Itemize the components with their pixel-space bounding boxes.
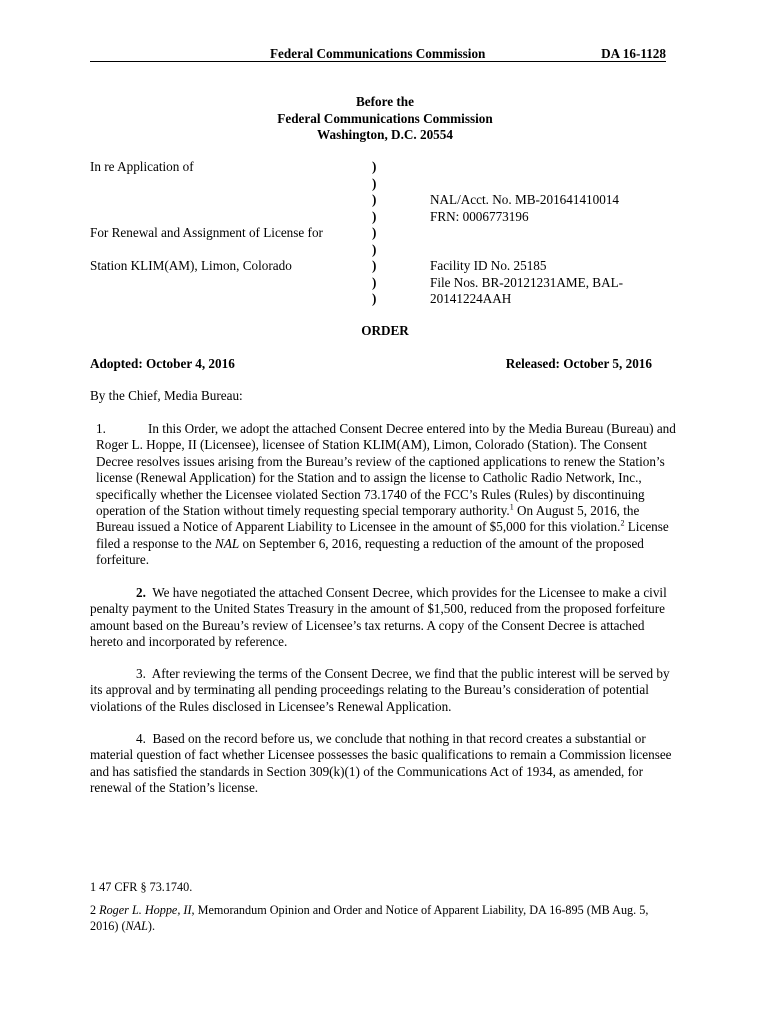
caption-facility: Facility ID No. 25185 [430,258,547,273]
header-agency: Federal Communications Commission [270,46,486,61]
caption-parens [372,159,376,308]
caption-station: Station KLIM(AM), Limon, Colorado [90,258,292,273]
paren: ) [372,159,377,174]
paren: ) [372,208,377,224]
paren: ) [372,274,377,290]
title-line-2: Federal Communications Commission [277,110,493,126]
paren: ) [372,241,377,257]
caption-nal-block [430,192,619,225]
paragraph-1 [96,421,678,569]
paragraph-1-number: 1. [96,421,106,436]
paragraph-4-text: Based on the record before us, we conclude that nothing in that record creates a substantial or material question of fact whether Licensee possesses the basic qualifications to remain a Commission licensee and has satisfied the standards in Section 309(k)(1) of the Communications Act of 1934, as amended, for renewal of the Station’s license. [90,731,672,796]
footnote-2-text: , Memorandum Opinion and Order and Notice of Apparent Liability, DA 16-895 (MB Aug. 5, 2016) ( [90,903,649,933]
paragraph-1-text-b: On August 5, 2016, the Bureau issued a Notice of Apparent Liability to Licensee in the amount of $5,000 for this violation. [96,503,640,535]
paren: ) [372,225,377,240]
paragraph-4-number: 4. [136,731,146,746]
caption-facility-block [430,258,623,308]
header-doc-number: DA 16-1128 [601,46,666,61]
paragraph-2-number: 2. [136,585,146,600]
paragraph-1-text-a: In this Order, we adopt the attached Consent Decree entered into by the Media Bureau (Bureau) and Roger L. Hoppe, II (Licensee), licensee of Station KLIM(AM), Limon, Colorado (Station). The Consent Decree resolves issues arising from the Bureau’s review of the captioned applications to renew the Station’s license (Renewal Application) for the Station and to assign the license to Catholic Radio Network, Inc., specifically whether the Licensee violated Section 73.1740 of the FCC’s Rules (Rules) by discontinuing operation of the Station without timely requesting special temporary authority. [96,421,676,519]
footnote-2 [90,902,678,934]
adopted-date: Adopted: October 4, 2016 [90,356,235,371]
paren: ) [372,291,377,306]
paragraph-3-number: 3. [136,666,146,681]
caption-nal: NAL/Acct. No. MB-201641410014 [430,192,620,207]
paragraph-2 [90,585,678,651]
salutation: By the Chief, Media Bureau: [90,388,243,403]
footnote-ref-2: 2 [620,519,625,529]
title-block [90,94,680,144]
paragraph-1-text-c: License filed a response to the [96,519,669,551]
footnote-ref-1: 1 [509,502,514,512]
footnote-2-end: ). [147,919,156,933]
paragraph-2-text: We have negotiated the attached Consent Decree, which provides for the Licensee to make a civil penalty payment to the United States Treasury in the amount of $1,500, reduced from the proposed forfeiture amount based on the Bureau’s review of Licensee’s tax returns. A copy of the Consent Decree is attached hereto and incorporated by reference. [90,585,667,650]
paren: ) [372,258,377,273]
paren: ) [372,192,377,207]
caption-file-nos-1: File Nos. BR-20121231AME, BAL- [430,274,624,290]
caption-file-nos-2: 20141224AAH [430,291,512,306]
caption-frn: FRN: 0006773196 [430,208,529,224]
paragraph-1-text-d: on September 6, 2016, requesting a reduction of the amount of the proposed forfeiture. [96,535,644,568]
page-header [90,46,666,64]
paragraph-4 [90,731,678,797]
paragraph-3-text: After reviewing the terms of the Consent Decree, we find that the public interest will be served by its approval and by terminating all pending proceedings relating to the Bureau’s consideration of potential violations of the Rules disclosed in Licensee’s Renewal Application. [90,666,670,714]
paragraph-3 [90,666,678,715]
caption-in-re: In re Application of [90,159,194,174]
paragraph-1-nal: NAL [215,535,240,551]
title-line-3: Washington, D.C. 20554 [317,127,453,142]
title-line-1: Before the [356,94,414,109]
released-date: Released: October 5, 2016 [505,356,652,371]
order-title: ORDER [361,323,409,338]
footnote-2-number: 2 [90,903,100,917]
footnote-2-case: Roger L. Hoppe, II [99,903,192,917]
footnote-2-nal: NAL [125,919,148,933]
footnote-1: 1 47 CFR § 73.1740. [90,880,193,894]
paren: ) [372,175,377,191]
caption-renewal: For Renewal and Assignment of License for [90,225,323,240]
